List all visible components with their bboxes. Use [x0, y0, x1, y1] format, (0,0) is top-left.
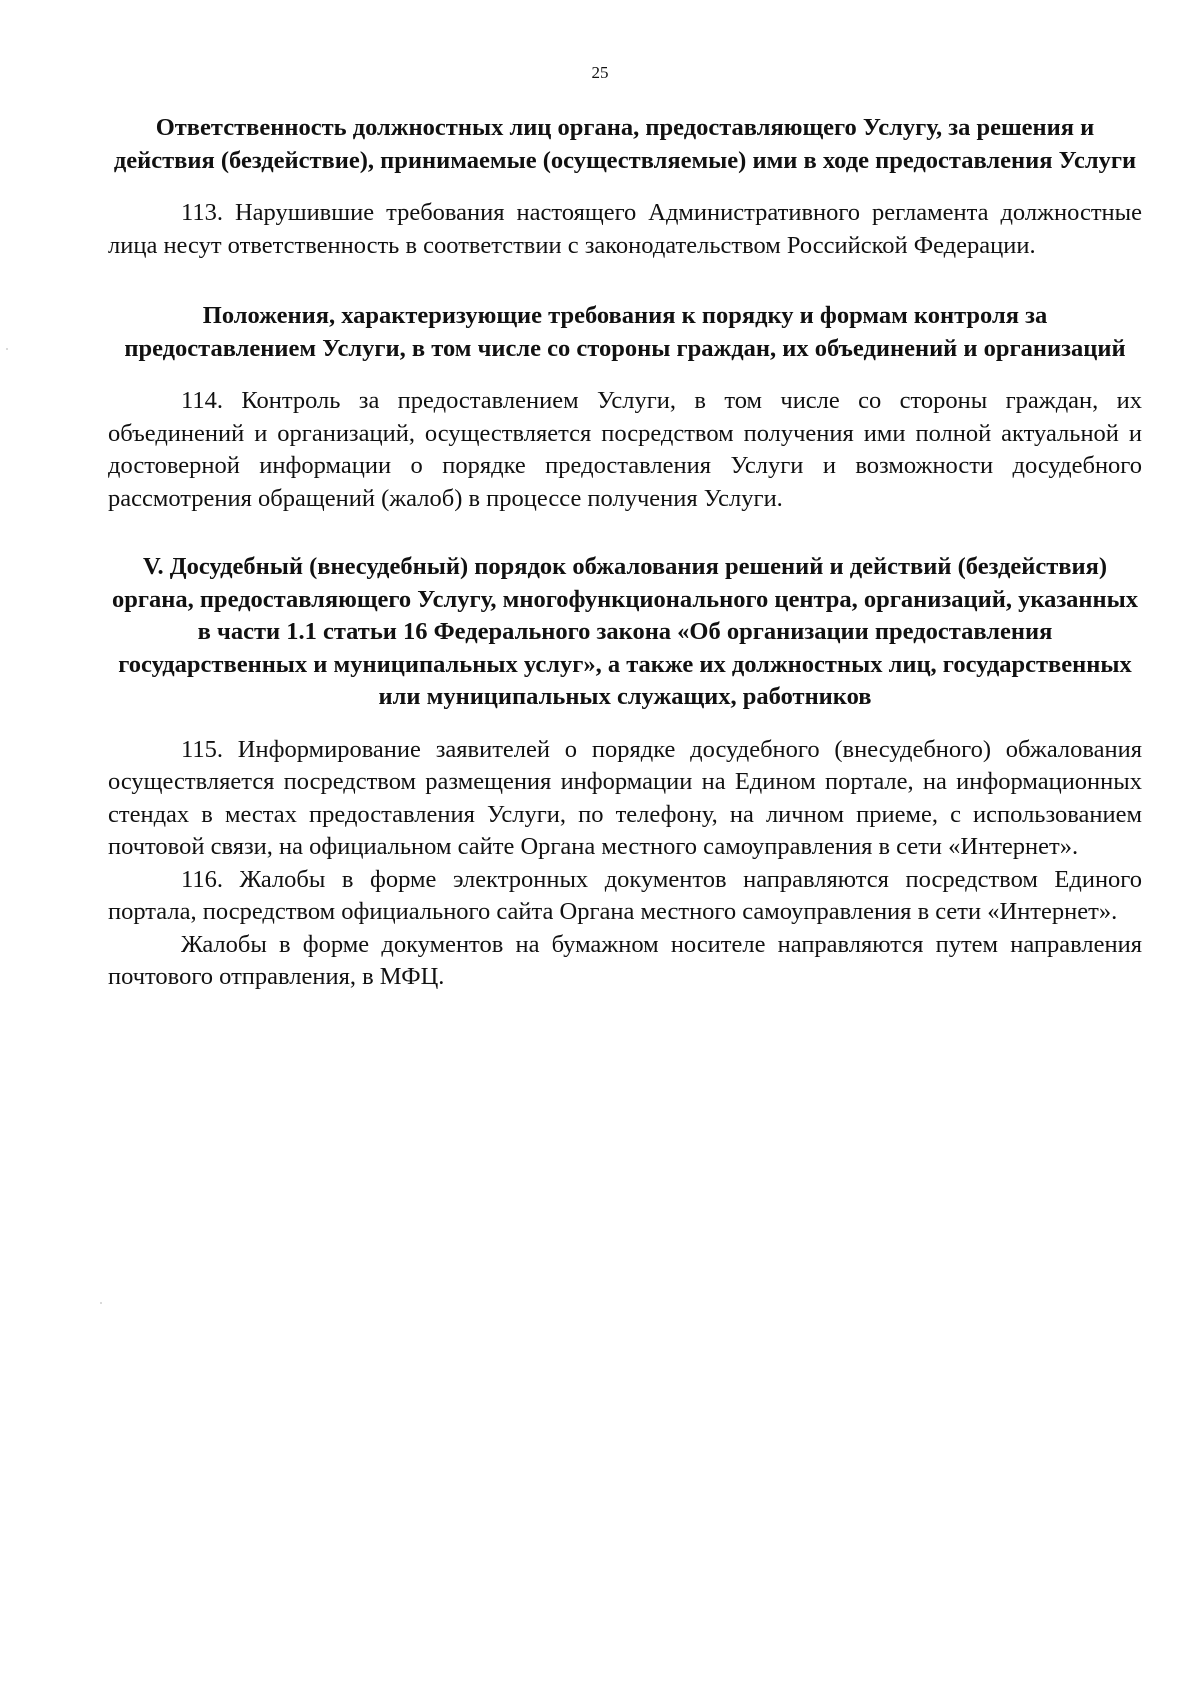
heading-control: Положения, характеризующие требования к порядку и формам контроля за предоставлением Услуги, в том числе со стороны граждан, их объединений и организаций: [124, 302, 1126, 362]
paragraph-113: 113. Нарушившие требования настоящего Административного регламента должностные лица несут ответственность в соответствии с законодательством Российской Федерации.: [108, 199, 1142, 259]
paragraph-114: 114. Контроль за предоставлением Услуги, в том числе со стороны граждан, их объединений и организаций, осуществляется посредством получения ими полной актуальной и достоверной информации о порядке предоставления Услуги и возможности досудебного рассмотрения обращений (жалоб) в процессе получения Услуги.: [108, 387, 1142, 512]
scan-artifact: [100, 1302, 102, 1304]
heading-responsibility: Ответственность должностных лиц органа, предоставляющего Услугу, за решения и действия (бездействие), принимаемые (осуществляемые) ими в ходе предоставления Услуги: [113, 114, 1137, 174]
page-number: 25: [591, 63, 609, 82]
scan-artifact: [6, 348, 8, 350]
paragraph-115: 115. Информирование заявителей о порядке досудебного (внесудебного) обжалования осуществляется посредством размещения информации на Едином портале, на информационных стендах в местах предоставления Услуги, по телефону, на личном приеме, с использованием почтовой связи, на официальном сайте Органа местного самоуправления в сети «Интернет».: [108, 735, 1142, 860]
heading-section-v: V. Досудебный (внесудебный) порядок обжалования решений и действий (бездействия) органа, предоставляющего Услугу, многофункционального центра, организаций, указанных в части 1.1 статьи 16 Федерального закона «Об организации предоставления государственных и муниципальных услуг», а также их должностных лиц, государственных или муниципальных служащих, работников: [111, 553, 1139, 710]
paragraph-116: 116. Жалобы в форме электронных документов направляются посредством Единого портала, посредством официального сайта Органа местного самоуправления в сети «Интернет».: [108, 865, 1142, 925]
document-body: [108, 112, 1142, 994]
paragraph-116-continuation: Жалобы в форме документов на бумажном носителе направляются путем направления почтового отправления, в МФЦ.: [108, 930, 1142, 990]
